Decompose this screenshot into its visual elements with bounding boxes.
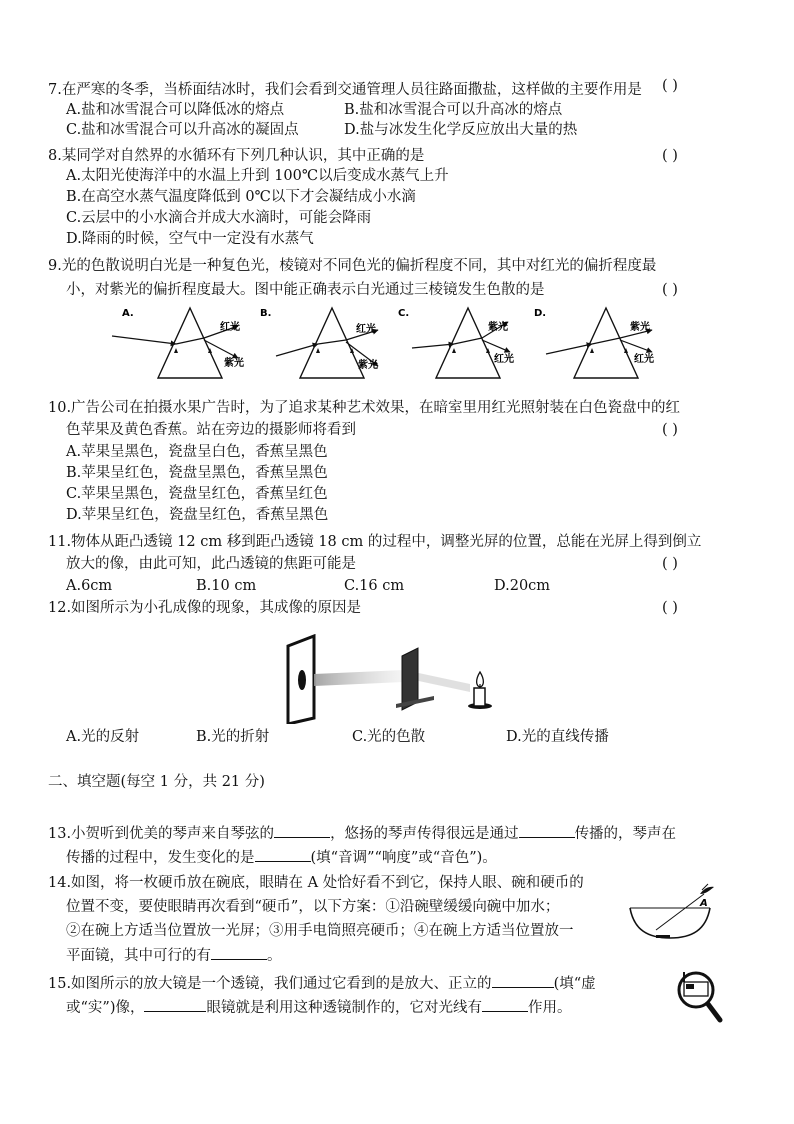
q13-line1-part1: 13.小贺听到优美的琴声来自琴弦的 [48, 826, 275, 842]
q9-answer-paren: ( ) [662, 282, 678, 298]
q14-line1: 14.如图，将一枚硬币放在碗底，眼睛在 A 处恰好看不到它，保持人眼、碗和硬币的 [48, 875, 584, 891]
bowl [630, 908, 710, 938]
q14-line4-part1: 平面镜，其中可行的有 [66, 948, 211, 964]
sight-line [656, 894, 704, 930]
q12-option-c: C.光的色散 [352, 729, 426, 745]
light-beam-rear [414, 672, 470, 692]
q9-figure-c-lower-label: 红光 [494, 354, 514, 365]
q9-figure-a-letter: A. [122, 308, 134, 319]
q7-option-c: C.盐和冰雪混合可以升高冰的凝固点 [66, 122, 299, 138]
q15-line2-part1: 或“实”)像， [66, 1000, 145, 1016]
section-2-heading: 二、填空题(每空 1 分，共 21 分) [48, 774, 265, 790]
bowl-coin-figure [628, 880, 724, 944]
q8-stem: 8.某同学对自然界的水循环有下列几种认识，其中正确的是 [48, 148, 425, 164]
q15-line2 [66, 997, 571, 1018]
q9-figure-a [112, 308, 244, 378]
pinhole-camera-figure [284, 634, 504, 724]
q13-line1-part2: ，悠扬的琴声传得很远是通过 [330, 826, 519, 842]
q9-figure-b [260, 308, 378, 378]
q9-figure-a-upper-label: 红光 [220, 322, 240, 333]
eye-icon [700, 884, 714, 894]
magnifier-icon [676, 968, 724, 1026]
q11-option-a: A.6cm [66, 578, 113, 594]
light-beam [314, 670, 404, 686]
candle-icon [468, 672, 492, 709]
q15-blank-1[interactable] [492, 973, 554, 988]
q14-line4 [66, 945, 282, 966]
q11-stem-line2: 放大的像，由此可知，此凸透镜的焦距可能是 [66, 556, 356, 572]
q15-line2-part2: 眼镜就是利用这种透镜制作的，它对光线有 [206, 1000, 482, 1016]
q14-line4-part2: 。 [267, 948, 282, 964]
q10-stem-line1: 10.广告公司在拍摄水果广告时，为了追求某种艺术效果，在暗室里用红光照射装在白色瓷盘中的红 [48, 400, 681, 416]
q10-option-a: A.苹果呈黑色，瓷盘呈白色，香蕉呈黑色 [66, 444, 328, 460]
q10-option-b: B.苹果呈红色，瓷盘呈黑色，香蕉呈黑色 [66, 465, 328, 481]
q7-answer-paren: ( ) [662, 78, 678, 94]
q11-answer-paren: ( ) [662, 556, 678, 572]
q12-answer-paren: ( ) [662, 600, 678, 616]
q9-figure-d-letter: D. [534, 308, 547, 319]
q15-line1-part1: 15.如图所示的放大镜是一个透镜，我们通过它看到的是放大、正立的 [48, 976, 492, 992]
q10-option-c: C.苹果呈黑色，瓷盘呈红色，香蕉呈红色 [66, 486, 328, 502]
q15-line1-part2: (填“虚 [553, 976, 596, 992]
q12-option-b: B.光的折射 [196, 729, 270, 745]
q11-stem-line1: 11.物体从距凸透镜 12 cm 移到距凸透镜 18 cm 的过程中，调整光屏的位置，总能在光屏上得到倒立 [48, 534, 702, 550]
q9-stem-line2: 小，对紫光的偏折程度最大。图中能正确表示白光通过三棱镜发生色散的是 [66, 282, 545, 298]
q15-blank-2[interactable] [144, 997, 206, 1012]
q15-blank-3[interactable] [482, 997, 528, 1012]
q9-stem-line1: 9.光的色散说明白光是一种复色光，棱镜对不同色光的偏折程度不同，其中对红光的偏折程度最 [48, 258, 657, 274]
q7-option-a: A.盐和冰雪混合可以降低冰的熔点 [66, 102, 285, 118]
q12-option-a: A.光的反射 [66, 729, 140, 745]
q9-figure-d-upper-label: 紫光 [630, 322, 650, 333]
q15-line2-part3: 作用。 [527, 1000, 572, 1016]
q13-line1 [48, 823, 676, 844]
q9-figure-d [534, 308, 654, 378]
q9-figure-c-upper-label: 紫光 [488, 322, 508, 333]
q7-option-d: D.盐与冰发生化学反应放出大量的热 [344, 122, 578, 138]
q13-line1-part3: 传播的，琴声在 [574, 826, 677, 842]
q10-option-d: D.苹果呈红色，瓷盘呈红色，香蕉呈黑色 [66, 507, 329, 523]
q9-figure-a-lower-label: 紫光 [224, 358, 244, 369]
q9-figure-b-letter: B. [260, 308, 272, 319]
q7-stem: 7.在严寒的冬季，当桥面结冰时，我们会看到交通管理人员往路面撒盐，这样做的主要作用是 [48, 82, 642, 98]
q11-option-d: D.20cm [494, 578, 551, 594]
q8-option-a: A.太阳光使海洋中的水温上升到 100℃以后变成水蒸气上升 [66, 168, 449, 184]
q13-line2-part1: 传播的过程中，发生变化的是 [66, 850, 255, 866]
q9-figure-d-lower-label: 红光 [634, 354, 654, 365]
q13-blank-2[interactable] [519, 823, 575, 838]
q13-line2-part2: (填“音调”“响度”或“音色”)。 [310, 850, 497, 866]
q13-blank-1[interactable] [274, 823, 330, 838]
q13-line2 [66, 847, 497, 868]
q12-stem: 12.如图所示为小孔成像的现象，其成像的原因是 [48, 600, 362, 616]
q10-answer-paren: ( ) [662, 422, 678, 438]
q8-answer-paren: ( ) [662, 148, 678, 164]
q10-stem-line2: 色苹果及黄色香蕉。站在旁边的摄影师将看到 [66, 422, 356, 438]
q12-option-d: D.光的直线传播 [506, 729, 609, 745]
q8-option-b: B.在高空水蒸气温度降低到 0℃以下才会凝结成小水滴 [66, 189, 416, 205]
q11-option-c: C.16 cm [344, 578, 405, 594]
q11-option-b: B.10 cm [196, 578, 257, 594]
q9-figure-b-lower-label: 紫光 [358, 360, 378, 371]
q7-option-b: B.盐和冰雪混合可以升高冰的熔点 [344, 102, 563, 118]
pinhole-screen [288, 636, 314, 724]
q14-line3: ②在碗上方适当位置放一光屏；③用手电筒照亮硬币；④在碗上方适当位置放一 [66, 923, 574, 939]
q14-line2: 位置不变，要使眼睛再次看到“硬币”，以下方案：①沿碗壁缓缓向碗中加水； [66, 899, 560, 915]
q8-option-c: C.云层中的小水滴合并成大水滴时，可能会降雨 [66, 210, 372, 226]
q14-blank-1[interactable] [211, 945, 267, 960]
coin-icon [656, 935, 670, 938]
q9-figure-c-letter: C. [398, 308, 410, 319]
q9-figure-c [398, 308, 514, 378]
q9-figure-b-upper-label: 红光 [356, 324, 376, 335]
q8-option-d: D.降雨的时候，空气中一定没有水蒸气 [66, 231, 314, 247]
q9-prism-figures [100, 300, 680, 390]
point-a-label: A [700, 898, 708, 909]
q15-line1 [48, 973, 596, 994]
q13-blank-3[interactable] [255, 847, 311, 862]
